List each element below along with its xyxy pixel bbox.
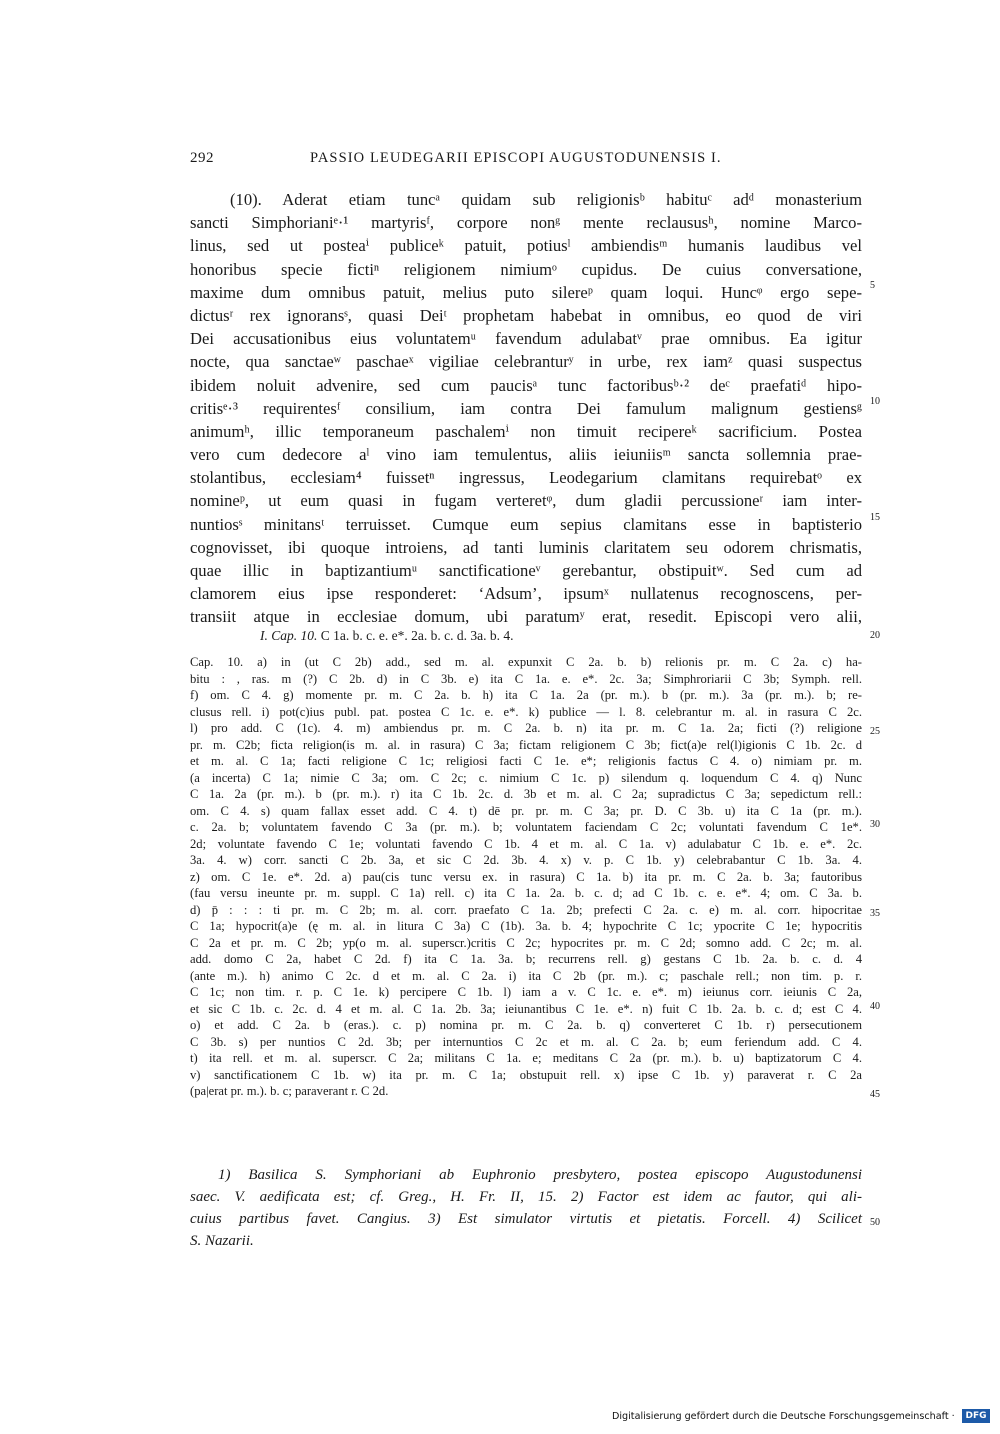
footnotes <box>190 1164 862 1252</box>
text-line: nuntiosˢ minitansᵗ terruisset. Cumque eum sepius clamitans esse in baptisterio <box>190 514 862 534</box>
line-number: 30 <box>870 819 880 830</box>
line-number: 45 <box>870 1089 880 1100</box>
apparatus-cap: Cap. 10. <box>271 628 318 643</box>
apparatus-line: l) pro add. C (1c). 4. m) ambiendus pr. m. C 2a. b. n) ita pr. m. C 1a. 2a; ficti (?) religione <box>190 721 862 735</box>
page-header <box>190 150 862 170</box>
apparatus-line: t) ita rell. et m. al. superscr. C 2a; militans C 1a. e; meditans C 2a (pr. m.). b. u) baptizatorum C 4. <box>190 1051 862 1065</box>
text-line: (10). Aderat etiam tuncᵃ quidam sub religionisᵇ habituᶜ adᵈ monasterium <box>230 190 862 209</box>
text-line: clamorem eius ipse responderet: ‘Adsum’, ipsumˣ nullatenus recognoscens, per- <box>190 584 862 604</box>
apparatus-line: c. 2a. b; voluntatem favendo C 3a (pr. m.). b; voluntatem faciendam C 2c; voluntati favendum C 1e*. <box>190 820 862 834</box>
text-line: transiit atque in ecclesiae domum, ubi paratumʸ erat, resedit. Episcopi vero alii, <box>190 607 862 627</box>
apparatus-line: 2d; voluntate favendo C 1e; voluntati favendo C 1b. 4 et m. al. C 1a. v) adulabatur C 1b. e. e*. 2c. <box>190 836 862 851</box>
apparatus-line: om. C 4. s) quam fallax esset add. C 4. t) dē pr. pr. m. C 3a; pr. D. C 3b. u) ita C 1a (pr. m.). <box>190 803 862 818</box>
apparatus-line: (a incerta) C 1a; nimie C 3a; om. C 2c; c. nimium C 1c. p) silendum q. loquendum C 4. q) Nunc <box>190 770 862 785</box>
apparatus-line: (pa|erat pr. m.). b. c; paraverant r. C 2d. <box>190 1084 389 1098</box>
apparatus-line: et sic C 1b. c. 2c. d. 4 et m. al. C 1a. 2b. 3a; ieiunantibus C 1e. e*. n) fuit C 1b. 2a. b. c. d; est C 4. <box>190 1001 862 1016</box>
footnote-line: S. Nazarii. <box>190 1233 254 1249</box>
apparatus-header <box>260 628 513 644</box>
text-line: honoribus specie fictiⁿ religionem nimiumᵒ cupidus. De cuius conversatione, <box>190 259 862 279</box>
text-line: dictusʳ rex ignoransˢ, quasi Deiᵗ prophetam habebat in omnibus, eo quod de viri <box>190 305 862 325</box>
apparatus-line: C 1c; non tim. r. p. C 1e. k) percipere C 1b. l) iam a v. C 1c. e. e*. m) ieiunus corr. ieiunis C 2a, <box>190 985 862 999</box>
apparatus-line: (fau versu ineunte pr. m. suppl. C 1a) rell. c) ita C 1a. 2a. b. c. d; ad C 1b. c. e. e*. 4; om. C 3a. b. <box>190 886 862 900</box>
line-number: 40 <box>870 1001 880 1012</box>
line-number: 35 <box>870 908 880 919</box>
dfg-logo: DFG <box>962 1409 990 1423</box>
apparatus-line: clusus rell. i) pot(c)ius publ. pat. postea C 1c. e. e*. k) publice — l. 8. celebrantur m. al. in rasura C 2c. <box>190 704 862 719</box>
apparatus-line: pr. m. C2b; ficta religion(is m. al. in rasura) C 3a; fictam religionem C 3b; fict(a)e rel(l)igionis C 1b. 2c. d <box>190 737 862 752</box>
line-number: 5 <box>870 280 875 291</box>
text-line: sancti Simphorianiᵉ·¹ martyrisᶠ, corpore nonᵍ mente reclaususʰ, nomine Marco- <box>190 213 862 233</box>
footnote-line: cuius partibus favet. Cangius. 3) Est simulator virtutis et pietatis. Forcell. 4) Scilicet <box>190 1211 862 1227</box>
text-line: animumʰ, illic temporaneum paschalemⁱ non timuit recipereᵏ sacrificium. Postea <box>190 421 862 441</box>
text-line: nomineᵖ, ut eum quasi in fugam verteretᵠ, dum gladii percussioneʳ iam inter- <box>190 491 862 511</box>
apparatus-line: 3a. 4. w) corr. sancti C 2b. 3a, et sic C 2d. 3b. 4. x) v. p. C 1b. y) celebrabantur C 1b. 3a. 4. <box>190 853 862 867</box>
apparatus-line: (ante m.). h) animo C 2c. d et m. al. C 2a. i) ita C 2b (pr. m.). c; paschale rell.; non tim. p. r. <box>190 968 862 983</box>
apparatus-line: add. domo C 2a, habet C 2d. f) ita C 1a. 3a. b; recurrens rell. g) gestans C 1b. 2a. b. c. d. 4 <box>190 952 862 966</box>
line-number: 50 <box>870 1217 880 1228</box>
text-line: vero cum dedecore aˡ vino iam temulentus, aliis ieiuniisᵐ sancta sollemnia prae- <box>190 445 862 465</box>
main-text <box>190 188 862 629</box>
text-line: maxime dum omnibus patuit, melius puto silereᵖ quam loqui. Huncᵠ ergo sepe- <box>190 282 862 302</box>
apparatus-line: d) p̄ : : : ti pr. m. C 2b; m. al. corr. praefato C 1a. 2b; prefecti C 2a. c. e) m. al. corr. hipocritae <box>190 902 862 917</box>
apparatus-line: v) sanctificationem C 1b. w) ita pr. m. C 1a; obstupuit rell. x) ipse C 1b. y) paraverat r. C 2a <box>190 1067 862 1082</box>
apparatus-line: C 2a et pr. m. C 2b; yp(o m. al. superscr.)critis C 2c; hypocrites pr. m. C 2d; somno add. C 2c; m. al. <box>190 935 862 950</box>
line-number: 10 <box>870 396 880 407</box>
apparatus-line: o) et add. C 2a. b (eras.). c. p) nomina pr. m. C 2a. b. q) converteret C 1b. r) persecutionem <box>190 1018 862 1032</box>
apparatus-line: Cap. 10. a) in (ut C 2b) add., sed m. al. expunxit C 2a. b. b) relionis pr. m. C 2a. c) ha- <box>190 655 862 669</box>
line-number: 25 <box>870 726 880 737</box>
digitization-credit: Digitalisierung gefördert durch die Deutsche Forschungsgemeinschaft · <box>612 1411 955 1422</box>
line-number: 15 <box>870 512 880 523</box>
line-number: 20 <box>870 630 880 641</box>
running-title: PASSIO LEUDEGARII EPISCOPI AUGUSTODUNENSIS I. <box>310 150 722 166</box>
text-line: quae illic in baptizantiumᵘ sanctificationeᵛ gerebantur, obstipuitʷ. Sed cum ad <box>190 561 862 580</box>
text-line: stolantibus, ecclesiam⁴ fuissetⁿ ingressus, Leodegarium clamitans requirebatᵒ ex <box>190 468 862 488</box>
apparatus-label: I. <box>260 628 268 643</box>
apparatus-line: C 1a. 2a (pr. m.). b (pr. m.). r) ita C 1b. 2c. d. 3b et m. al. C 2a; supradictus C 3a; sepedictum rell.: <box>190 787 862 801</box>
footnote-line: saec. V. aedificata est; cf. Greg., H. Fr. II, 15. 2) Factor est idem ac fautor, qui ali- <box>190 1189 862 1205</box>
critical-apparatus <box>190 654 862 1100</box>
apparatus-line: C 1a; hypocrit(a)e (ę m. al. in litura C 3a) C (1b). 3a. b. 4; hypochrite C 1c; ypocrite C 1e; hypocritis <box>190 919 862 933</box>
apparatus-line: z) om. C 1e. e*. 2d. a) pau(cis tunc versu ex. in rasura) C 1a. b) ita pr. m. C 2a. b. 3a; fautoribus <box>190 869 862 884</box>
apparatus-line: f) om. C 4. g) momente pr. m. C 2a. b. h) ita C 1a. 2a (pr. m.). b (pr. m.). 3a (pr. m.). b; re- <box>190 688 862 702</box>
text-line: linus, sed ut posteaⁱ publiceᵏ patuit, potiusˡ ambiendisᵐ humanis laudibus vel <box>190 236 862 256</box>
text-line: nocte, qua sanctaeʷ paschaeˣ vigiliae celebranturʸ in urbe, rex iamᶻ quasi suspectus <box>190 352 862 372</box>
footnote-line: 1) Basilica S. Symphoriani ab Euphronio presbytero, postea episcopo Augustodunensi <box>218 1167 862 1183</box>
text-line: ibidem noluit advenire, sed cum paucisᵃ tunc factoribusᵇ·² deᶜ praefatiᵈ hipo- <box>190 375 862 395</box>
text-line: Dei accusationibus eius voluntatemᵘ favendum adulabatᵛ prae omnibus. Ea igitur <box>190 329 862 349</box>
page-number: 292 <box>190 150 214 166</box>
apparatus-line: C 3b. s) per nuntios C 2d. 3b; per internuntios C 2c et m. al. C 2a. b; eum feriendum add. C 4. <box>190 1034 862 1049</box>
apparatus-manuscripts: C 1a. b. c. e. e*. 2a. b. c. d. 3a. b. 4. <box>320 628 514 643</box>
text-line: critisᵉ·³ requirentesᶠ consilium, iam contra Dei famulum malignum gestiensᵍ <box>190 398 862 418</box>
apparatus-line: bitu : , ras. m (?) C 2b. d) in C 3b. e) ita C 1a. e. e*. 2c. 3a; Simphroriarii C 3b; Symph. rell. <box>190 671 862 686</box>
text-line: cognovisset, ibi quoque introiens, ad tanti luminis claritatem seu odorem chrismatis, <box>190 537 862 557</box>
apparatus-line: et m. al. C 1a; facti religione C 1c; religiosi facti C 1e. e*; religionis factus C 4. o) nimiam pr. m. <box>190 754 862 768</box>
